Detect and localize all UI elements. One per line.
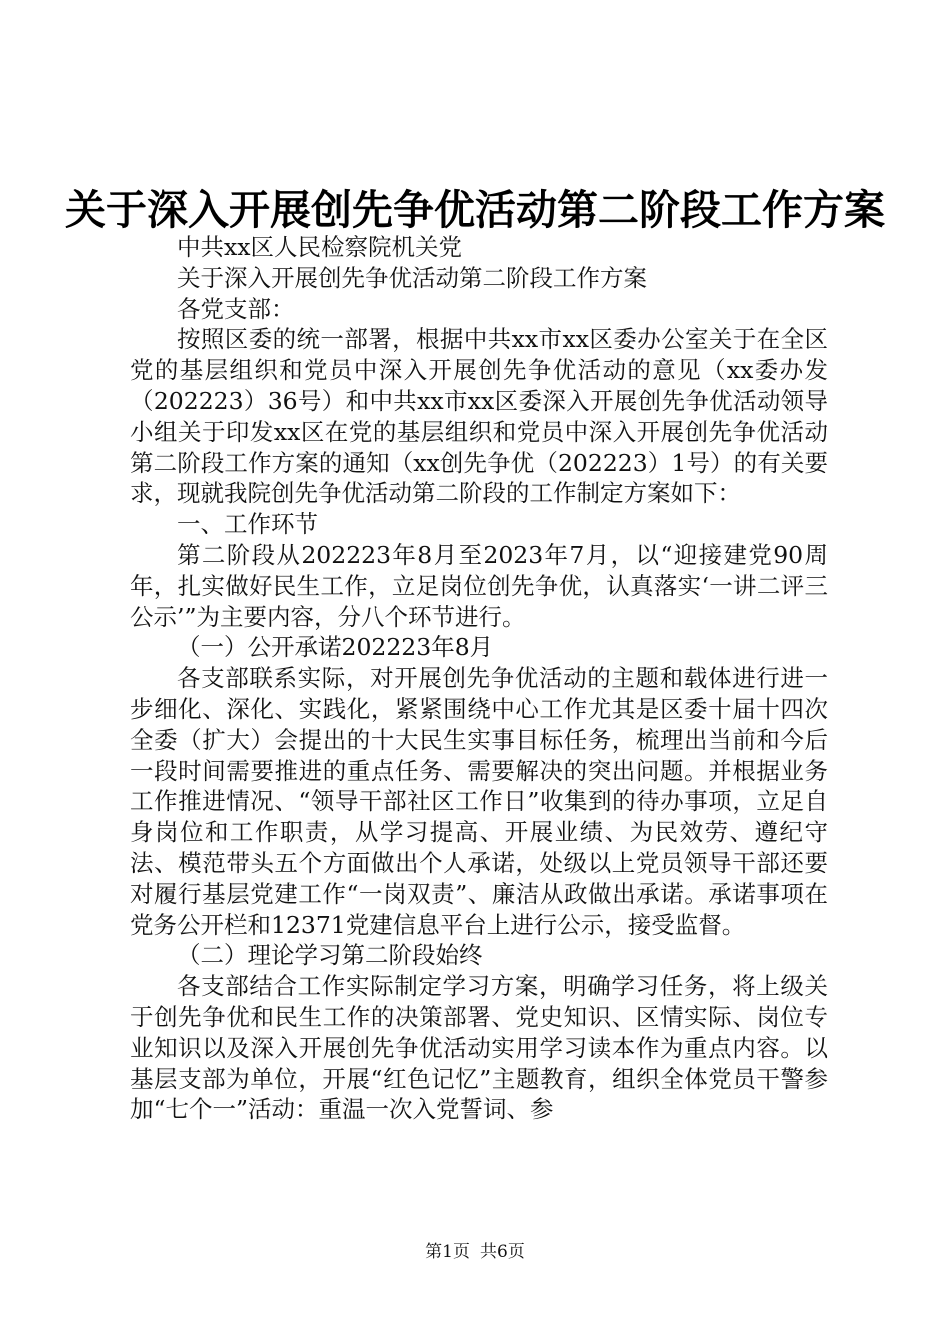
intro-paragraph: 按照区委的统一部署，根据中共xx市xx区委办公室关于在全区党的基层组织和党员中深入开展创先争优活动的意见（xx委办发（202223）36号）和中共xx市xx区委深入开展创先争优活动领导小组关于印发xx区在党的基层组织和党员中深入开展创先争优活动第二阶段工作方案的通知（xx创先争优（202223）1号）的有关要求，现就我院创先争优活动第二阶段的工作制定方案如下： <box>130 325 828 508</box>
salutation: 各党支部： <box>177 294 295 323</box>
page-total: 共6页 <box>480 1242 525 1262</box>
section-1-paragraph: 第二阶段从202223年8月至2023年7月，以“迎接建党90周年，扎实做好民生工作，立足岗位创先争优，认真落实‘一讲二评三公示’”为主要内容，分八个环节进行。 <box>130 540 828 631</box>
subsection-heading-1: （一）公开承诺202223年8月 <box>177 633 494 662</box>
subsection-heading-2: （二）理论学习第二阶段始终 <box>177 941 483 970</box>
page-number: 第1页 <box>425 1242 470 1262</box>
subsection-2-paragraph: 各支部结合工作实际制定学习方案，明确学习任务，将上级关于创先争优和民生工作的决策部署、党史知识、区情实际、岗位专业知识以及深入开展创先争优活动实用学习读本作为重点内容。以基层支部为单位，开展“红色记忆”主题教育，组织全体党员干警参加“七个一”活动：重温一次入党誓词、参 <box>130 972 828 1124</box>
document-body <box>130 232 828 1125</box>
subtitle-line: 关于深入开展创先争优活动第二阶段工作方案 <box>177 263 647 292</box>
document-title: 关于深入开展创先争优活动第二阶段工作方案 <box>65 186 885 234</box>
sender-line: 中共xx区人民检察院机关党 <box>177 233 463 261</box>
subsection-1-paragraph: 各支部联系实际，对开展创先争优活动的主题和载体进行进一步细化、深化、实践化，紧紧围绕中心工作尤其是区委十届十四次全委（扩大）会提出的十大民生实事目标任务，梳理出当前和今后一段时间需要推进的重点任务、需要解决的突出问题。并根据业务工作推进情况、“领导干部社区工作日”收集到的待办事项，立足自身岗位和工作职责，从学习提高、开展业绩、为民效劳、遵纪守法、模范带头五个方面做出个人承诺，处级以上党员领导干部还要对履行基层党建工作“一岗双责”、廉洁从政做出承诺。承诺事项在党务公开栏和12371党建信息平台上进行公示，接受监督。 <box>130 664 828 939</box>
page-footer <box>0 1240 950 1264</box>
section-heading-1: 一、工作环节 <box>177 510 318 539</box>
